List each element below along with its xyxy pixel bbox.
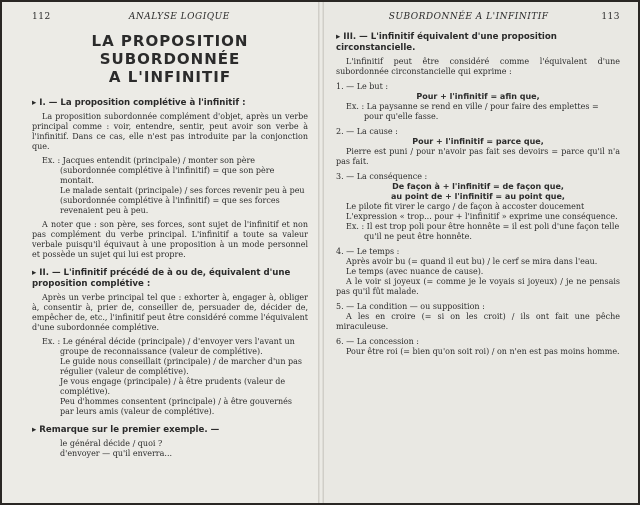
left-running-title: ANALYSE LOGIQUE (128, 12, 230, 22)
section-3-text: L'infinitif peut être considéré comme l'équivalent d'une subordonnée circonstancielle qui exprime : (336, 57, 620, 76)
temps-example-2: Le temps (avec nuance de cause). (346, 267, 484, 276)
remark-line-2: d'envoyer — qu'il enverra... (60, 449, 173, 458)
remark-line-1: le général décide / quoi ? (60, 439, 163, 448)
consequence-example-1: Le pilote fit virer le cargo / de façon à accoster doucement (346, 202, 585, 211)
section-1-heading: ▸ I. — La proposition complétive à l'infinitif : (32, 98, 246, 108)
section-1-example-1: Ex. : Jacques entendit (principale) / monter son père (subordonnée complétive à l'infinitif) = que son père montait. (42, 156, 275, 185)
right-page-number: 113 (601, 12, 620, 22)
consequence-formula-1: De façon à + l'infinitif = de façon que, (392, 182, 564, 191)
temps-example-1: Après avoir bu (= quand il eut bu) / le cerf se mira dans l'eau. (346, 257, 598, 266)
right-running-header (336, 12, 620, 22)
left-running-header (32, 12, 308, 22)
section-2-text: Après un verbe principal tel que : exhorter à, engager à, obliger à, consentir à, prier de, conseiller de, persuader de, décider de, empêcher de, etc., l'infinitif peut être considéré comme l'équivalent d'une subordonnée complétive. (32, 293, 308, 332)
left-page-number: 112 (32, 12, 51, 22)
section-1-example-2: Le malade sentait (principale) / ses forces revenir peu à peu (subordonnée complétive à l'infinitif) = que ses forces revenaient peu à peu. (60, 186, 305, 215)
chapter-title-line1: LA PROPOSITION SUBORDONNÉE (91, 32, 249, 68)
section-1-text: La proposition subordonnée complément d'objet, après un verbe principal comme : voir, entendre, sentir, peut avoir son verbe à l'infinitif. Dans ce cas, elle n'est pas introduite par la conjonction que. (32, 112, 308, 151)
temps-example-3: A le voir si joyeux (= comme je le voyais si joyeux) / je ne pensais pas qu'il fût malade. (336, 277, 620, 296)
book-spread (2, 2, 638, 503)
section-2-example-3: Je vous engage (principale) / à être prudents (valeur de complétive). (60, 377, 286, 396)
chapter-title-line2: A L'INFINITIF (108, 68, 232, 86)
concession-example: Pour être roi (= bien qu'on soit roi) / on n'en est pas moins homme. (346, 347, 620, 356)
right-page (320, 2, 638, 503)
condition-example: A les en croire (= si on les croit) / ils ont fait une pêche miraculeuse. (336, 312, 620, 331)
concession-label: 6. — La concession : (336, 337, 419, 346)
left-page (2, 2, 320, 503)
section-2-example-1: Ex. : Le général décide (principale) / d'envoyer vers l'avant un groupe de reconnaissance (valeur de complétive). (42, 337, 295, 356)
section-2-example-2: Le guide nous conseillait (principale) / de marcher d'un pas régulier (valeur de complétive). (60, 357, 303, 376)
but-formula: Pour + l'infinitif = afin que, (416, 92, 540, 101)
condition-label: 5. — La condition — ou supposition : (336, 302, 485, 311)
cause-label: 2. — La cause : (336, 127, 398, 136)
section-1-note: A noter que : son père, ses forces, sont sujet de l'infinitif et non pas complément du verbe principal. L'infinitif a toute sa valeur verbale puisqu'il équivaut à une proposition à un mode personnel et possède un sujet qui lui est propre. (32, 220, 308, 259)
consequence-example-3: Ex. : Il est trop poli pour être honnête = il est poli d'une façon telle qu'il ne peut être honnête. (346, 222, 620, 241)
consequence-example-2: L'expression « trop... pour + l'infinitif » exprime une conséquence. (346, 212, 618, 221)
consequence-formula-2: au point de + l'infinitif = au point que, (391, 192, 565, 201)
cause-formula: Pour + l'infinitif = parce que, (412, 137, 544, 146)
section-3-heading: ▸ III. — L'infinitif équivalent d'une proposition circonstancielle. (336, 32, 557, 53)
remark-heading: ▸ Remarque sur le premier exemple. — (32, 425, 220, 435)
book-gutter (318, 2, 324, 503)
right-running-title: SUBORDONNÉE A L'INFINITIF (388, 12, 549, 22)
but-label: 1. — Le but : (336, 82, 389, 91)
section-2-example-4: Peu d'hommes consentent (principale) / à être gouvernés par leurs amis (valeur de complétive). (60, 397, 293, 416)
but-example: Ex. : La paysanne se rend en ville / pour faire des emplettes = pour qu'elle fasse. (346, 102, 599, 121)
consequence-label: 3. — La conséquence : (336, 172, 428, 181)
section-2-heading: ▸ II. — L'infinitif précédé de à ou de, équivalent d'une proposition complétive : (32, 268, 291, 289)
chapter-title (32, 32, 308, 86)
temps-label: 4. — Le temps : (336, 247, 400, 256)
cause-example: Pierre est puni / pour n'avoir pas fait ses devoirs = parce qu'il n'a pas fait. (336, 147, 620, 166)
